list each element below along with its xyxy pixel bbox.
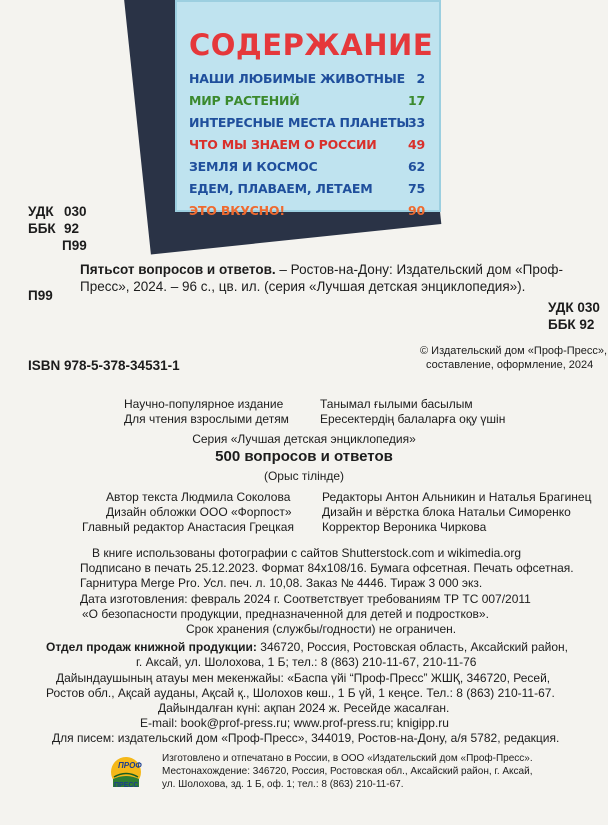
toc-item-page: 17 xyxy=(408,93,425,108)
email-line: E-mail: book@prof-press.ru; www.prof-press.ru; knigipp.ru xyxy=(140,716,449,730)
toc-item-page: 75 xyxy=(408,181,425,196)
bbk-value: 92 xyxy=(64,221,80,236)
table-of-contents xyxy=(175,0,441,218)
kz-info-2: Ростов обл., Ақсай ауданы, Ақсай қ., Шолохов көш., 1 Б үй, 1 кеңсе. Тел.: 8 (863) 210-11-67. xyxy=(46,686,555,700)
sales-label: Отдел продаж книжной продукции: xyxy=(46,640,257,654)
kz-info-3: Дайындалған күні: ақпан 2024 ж. Ресейде жасалған. xyxy=(158,701,450,715)
author-code-2: П99 xyxy=(28,288,53,303)
credit-left-3: Главный редактор Анастасия Грецкая xyxy=(82,520,294,534)
biblio-rest: – Ростов-на-Дону: Издательский дом «Проф- xyxy=(275,262,563,277)
edition-type-ru: Научно-популярное издание xyxy=(124,397,284,411)
biblio-line-2: Пресс», 2024. – 96 с., цв. ил. (серия «Лучшая детская энциклопедия»). xyxy=(80,279,526,294)
print-info-3: Гарнитура Merge Pro. Усл. печ. л. 10,08. Заказ № 4446. Тираж 3 000 экз. xyxy=(80,576,483,590)
footer-line-3: ул. Шолохова, зд. 1 Б, оф. 1; тел.: 8 (863) 210-11-67. xyxy=(162,779,404,790)
edition-type-kz: Танымал ғылыми басылым xyxy=(320,397,473,411)
toc-item xyxy=(189,156,441,178)
toc-item-page: 90 xyxy=(408,203,425,218)
toc-item xyxy=(189,90,441,112)
toc-item xyxy=(189,112,441,134)
book-title: 500 вопросов и ответов xyxy=(215,448,393,465)
toc-list xyxy=(189,68,441,222)
bbk-right: ББК 92 xyxy=(548,317,595,332)
isbn: ISBN 978-5-378-34531-1 xyxy=(28,358,180,373)
credit-left-2: Дизайн обложки ООО «Форпост» xyxy=(106,505,292,519)
logo-text-2: ПРЕСС xyxy=(114,782,139,789)
udk-value: 030 xyxy=(64,204,87,219)
footer-line-2: Местонахождение: 346720, Россия, Ростовская обл., Аксайский район, г. Аксай, xyxy=(162,766,533,777)
prof-press-logo xyxy=(108,755,144,793)
toc-item-label: НАШИ ЛЮБИМЫЕ ЖИВОТНЫЕ xyxy=(189,71,405,86)
toc-item-page: 33 xyxy=(408,115,425,130)
edition-audience-ru: Для чтения взрослыми детям xyxy=(124,412,289,426)
toc-item xyxy=(189,134,441,156)
toc-item-page: 62 xyxy=(408,159,425,174)
credit-right-1: Редакторы Антон Альникин и Наталья Брагинец xyxy=(322,490,592,504)
sales-address: 346720, Россия, Ростовская область, Аксайский район, xyxy=(256,640,568,654)
series: Серия «Лучшая детская энциклопедия» xyxy=(192,432,416,446)
credit-right-3: Корректор Вероника Чиркова xyxy=(322,520,487,534)
toc-item xyxy=(189,200,441,222)
copyright-line-1: © Издательский дом «Проф-Пресс», xyxy=(420,345,608,357)
print-info-4: Дата изготовления: февраль 2024 г. Соответствует требованиям ТР ТС 007/2011 xyxy=(80,592,531,606)
toc-item-label: ЗЕМЛЯ И КОСМОС xyxy=(189,159,318,174)
toc-item-label: ИНТЕРЕСНЫЕ МЕСТА ПЛАНЕТЫ xyxy=(189,115,410,130)
toc-item-label: ЭТО ВКУСНО! xyxy=(189,203,285,218)
sales-line-2: г. Аксай, ул. Шолохова, 1 Б; тел.: 8 (863) 210-11-67, 210-11-76 xyxy=(136,655,477,669)
toc-item-page: 2 xyxy=(416,71,425,86)
edition-audience-kz: Ересектердің балаларға оқу үшін xyxy=(320,412,506,426)
sales-line-1 xyxy=(46,640,568,655)
toc-item-label: ЧТО МЫ ЗНАЕМ О РОССИИ xyxy=(189,137,377,152)
footer-line-1: Изготовлено и отпечатано в России, в ООО «Издательский дом «Проф-Пресс». xyxy=(162,753,533,764)
toc-item-label: ЕДЕМ, ПЛАВАЕМ, ЛЕТАЕМ xyxy=(189,181,373,196)
author-code: П99 xyxy=(62,238,87,253)
udk-right: УДК 030 xyxy=(548,300,600,315)
copyright-line-2: составление, оформление, 2024 xyxy=(426,359,594,371)
logo-text-1: ПРОФ xyxy=(118,761,142,770)
toc-item-label: МИР РАСТЕНИЙ xyxy=(189,93,300,108)
print-info-6: Срок хранения (службы/годности) не ограничен. xyxy=(186,622,457,636)
language-note: (Орыс тілінде) xyxy=(263,469,345,483)
toc-item xyxy=(189,178,441,200)
letters-line: Для писем: издательский дом «Проф-Пресс», 344019, Ростов-на-Дону, а/я 5782, редакция. xyxy=(52,731,560,745)
kz-info-1: Дайындаушының атауы мен мекенжайы: «Баспа үйі “Проф-Пресс” ЖШҚ, 346720, Ресей, xyxy=(56,671,551,685)
toc-item-page: 49 xyxy=(408,137,425,152)
toc-item xyxy=(189,68,441,90)
toc-title: СОДЕРЖАНИЕ xyxy=(189,28,434,62)
print-info-2: Подписано в печать 25.12.2023. Формат 84х108/16. Бумага офсетная. Печать офсетная. xyxy=(80,561,574,575)
biblio-line-1: Пятьсот вопросов и ответов. – Ростов-на-Дону: Издательский дом «Проф- xyxy=(80,262,563,277)
print-info-1: В книге использованы фотографии с сайтов Shutterstock.com и wikimedia.org xyxy=(92,546,521,560)
print-info-5: «О безопасности продукции, предназначенной для детей и подростков». xyxy=(82,607,489,621)
udk-label: УДК xyxy=(28,204,54,219)
credit-left-1: Автор текста Людмила Соколова xyxy=(106,490,291,504)
bbk-label: ББК xyxy=(28,221,56,236)
credit-right-2: Дизайн и вёрстка блока Натальи Симоренко xyxy=(322,505,571,519)
